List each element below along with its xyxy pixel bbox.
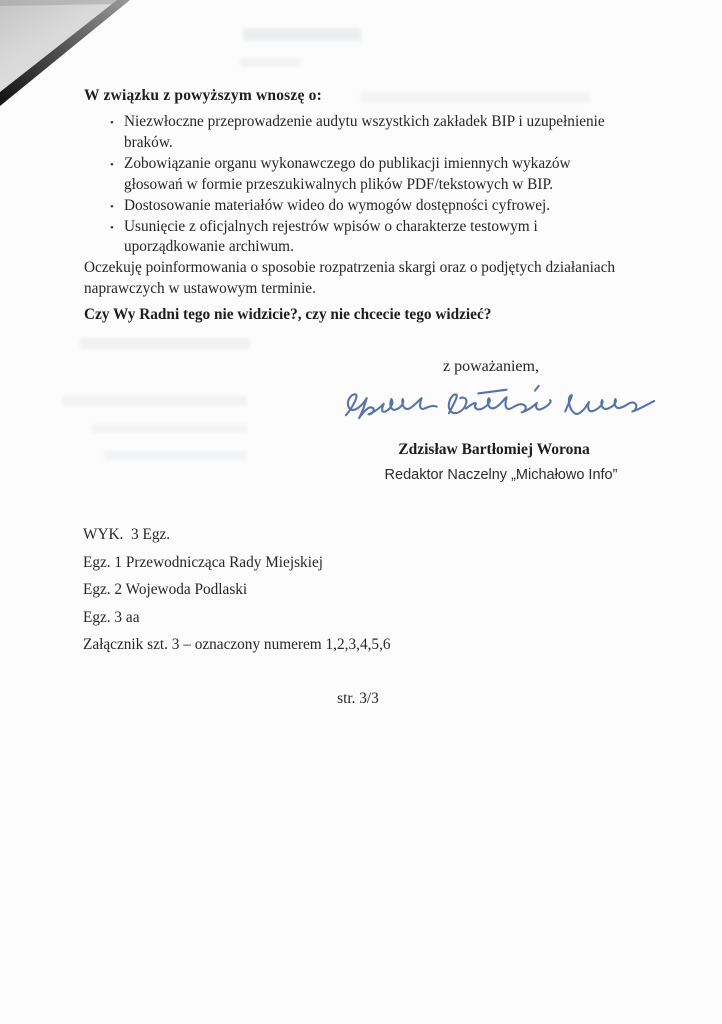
request-item: • Niezwłoczne przeprowadzenie audytu wszystkich zakładek BIP i uzupełnienie braków. (84, 112, 624, 154)
signer-name: Zdzisław Bartłomiej Worona (398, 441, 590, 458)
distribution-line: WYK. 3 Egz. (83, 526, 171, 543)
request-list (84, 112, 624, 258)
scan-smudge (80, 338, 250, 349)
request-intro-heading: W związku z powyższym wnoszę o: (84, 87, 322, 104)
scan-smudge (92, 424, 247, 433)
distribution-list (83, 521, 391, 659)
scan-smudge (62, 396, 247, 406)
scan-smudge (360, 92, 590, 103)
distribution-line: Egz. 1 Przewodnicząca Rady Miejskiej (83, 553, 323, 571)
request-item: • Usunięcie z oficjalnych rejestrów wpisów o charakterze testowym i uporządkowanie archiwum. (84, 217, 624, 259)
page-number: str. 3/3 (337, 690, 379, 707)
request-item: • Dostosowanie materiałów wideo do wymogów dostępności cyfrowej. (84, 196, 624, 217)
distribution-line: Załącznik szt. 3 – oznaczony numerem 1,2,3,4,5,6 (83, 636, 391, 654)
scan-smudge (243, 28, 361, 41)
closing-salutation: z poważaniem, (443, 358, 539, 375)
expectation-paragraph: Oczekuję poinformowania o sposobie rozpatrzenia skargi oraz o podjętych działaniach naprawczych w ustawowym terminie. (84, 259, 616, 297)
scan-smudge (240, 58, 300, 67)
rhetorical-question: Czy Wy Radni tego nie widzicie?, czy nie chcecie tego widzieć? (84, 306, 492, 323)
request-item: • Zobowiązanie organu wykonawczego do publikacji imiennych wykazów głosowań w formie przeszukiwalnych plików PDF/tekstowych w BIP. (84, 154, 624, 196)
distribution-line: Egz. 2 Wojewoda Podlaski (83, 581, 248, 599)
distribution-line: Egz. 3 aa (83, 608, 140, 626)
signer-title: Redaktor Naczelny „Michałowo Info” (384, 467, 618, 483)
scan-smudge (104, 451, 246, 460)
handwritten-signature (333, 384, 667, 436)
